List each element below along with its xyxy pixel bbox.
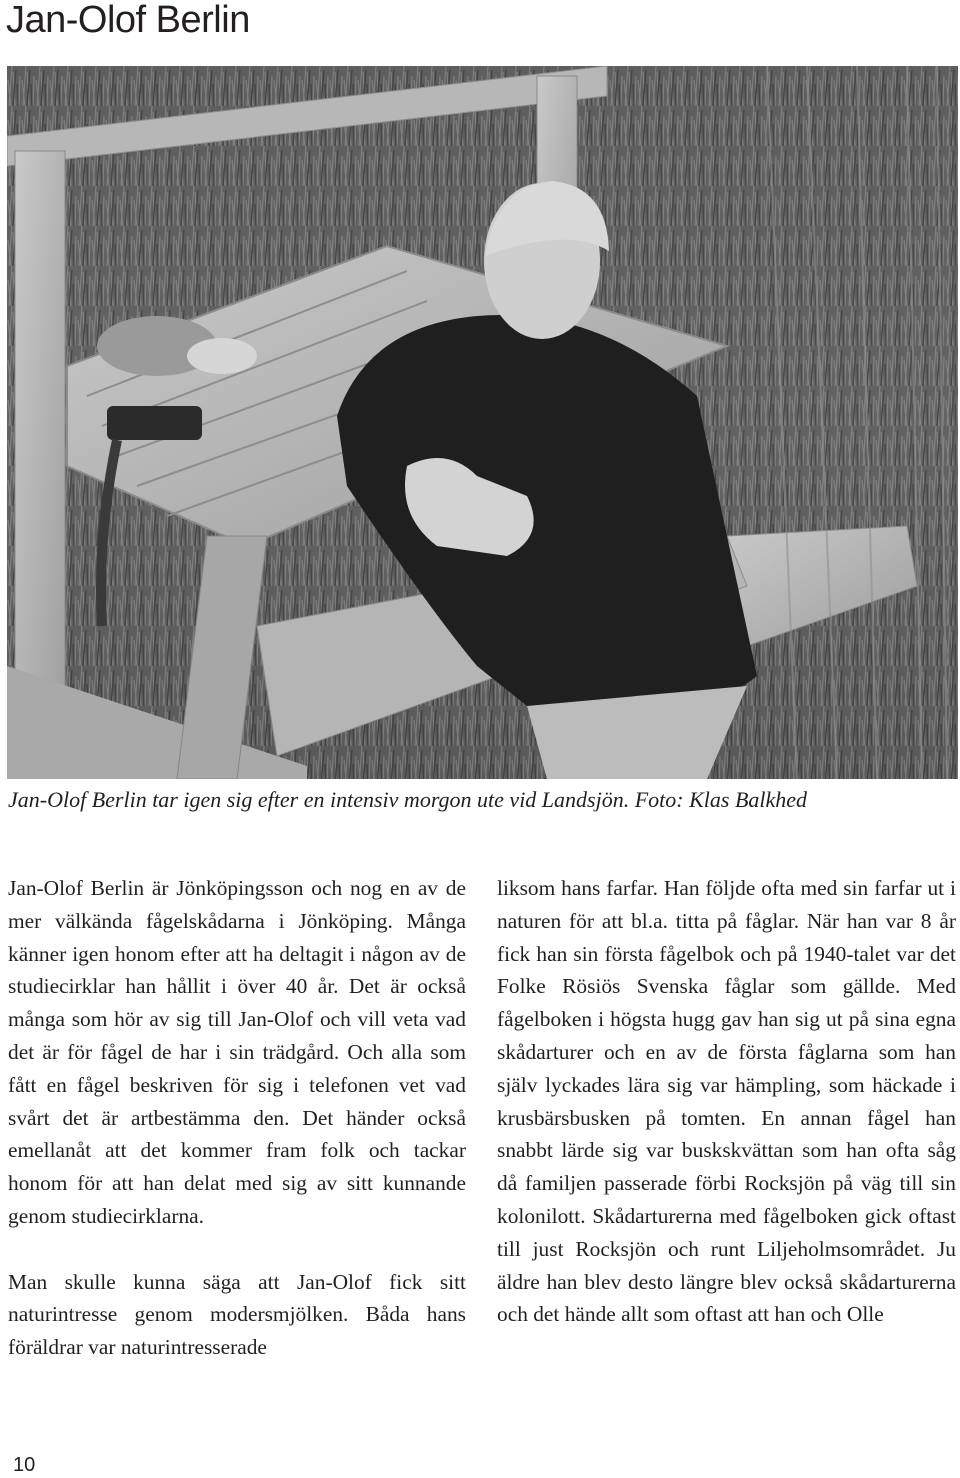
left-paragraph-2: Man skulle kunna säga att Jan-Olof fick sitt naturintresse genom modersmjölken. Båda hans föräldrar var naturintresserade bbox=[8, 1269, 466, 1360]
photo-caption: Jan-Olof Berlin tar igen sig efter en intensiv morgon ute vid Landsjön. Foto: Klas Balkhed bbox=[8, 787, 808, 812]
page-number: 10 bbox=[13, 1454, 36, 1476]
article-photo bbox=[7, 66, 958, 779]
article-title: Jan-Olof Berlin bbox=[6, 0, 250, 41]
left-paragraph-1: Jan-Olof Berlin är Jönköpingsson och nog en av de mer välkända fågelskådarna i Jönköping. Många känner igen honom efter att ha deltagit i någon av de studiecirklar han hållit i över 40 år. Det är också många som hör av sig till Jan-Olof och vill veta vad det är för fågel de har i sin trädgård. Och alla som fått en fågel beskriven för sig i telefonen vet vad svårt det är artbestämma den. Det händer också emellanåt att det kommer fram folk och tackar honom för att han delat med sig av sitt kunnande genom studiecirklarna. bbox=[8, 876, 466, 1228]
right-paragraph-1: liksom hans farfar. Han följde ofta med sin farfar ut i naturen för att bl.a. titta på fåglar. När han var 8 år fick han sin första fågelbok och på 1940-talet var det Folke Rösiös Svenska fåglar som gällde. Med fågelboken i högsta hugg gav han sig ut på sina egna skådarturer och en av de första fåglarna som han själv lyckades lära sig var hämpling, som häckade i krusbärsbusken på tomten. En annan fågel han snabbt lärde sig var buskskvättan som han ofta såg då familjen passerade förbi Rocksjön på väg till sin kolonilott. Skådarturerna med fågelboken gick oftast till just Rocksjön och runt Liljeholmsområdet. Ju äldre han blev desto längre blev också skådarturerna och det hände allt som oftast att han och Olle bbox=[497, 876, 956, 1327]
article-column-right bbox=[497, 872, 956, 1331]
article-column-left bbox=[8, 872, 466, 1364]
photo-illustration bbox=[7, 66, 958, 779]
